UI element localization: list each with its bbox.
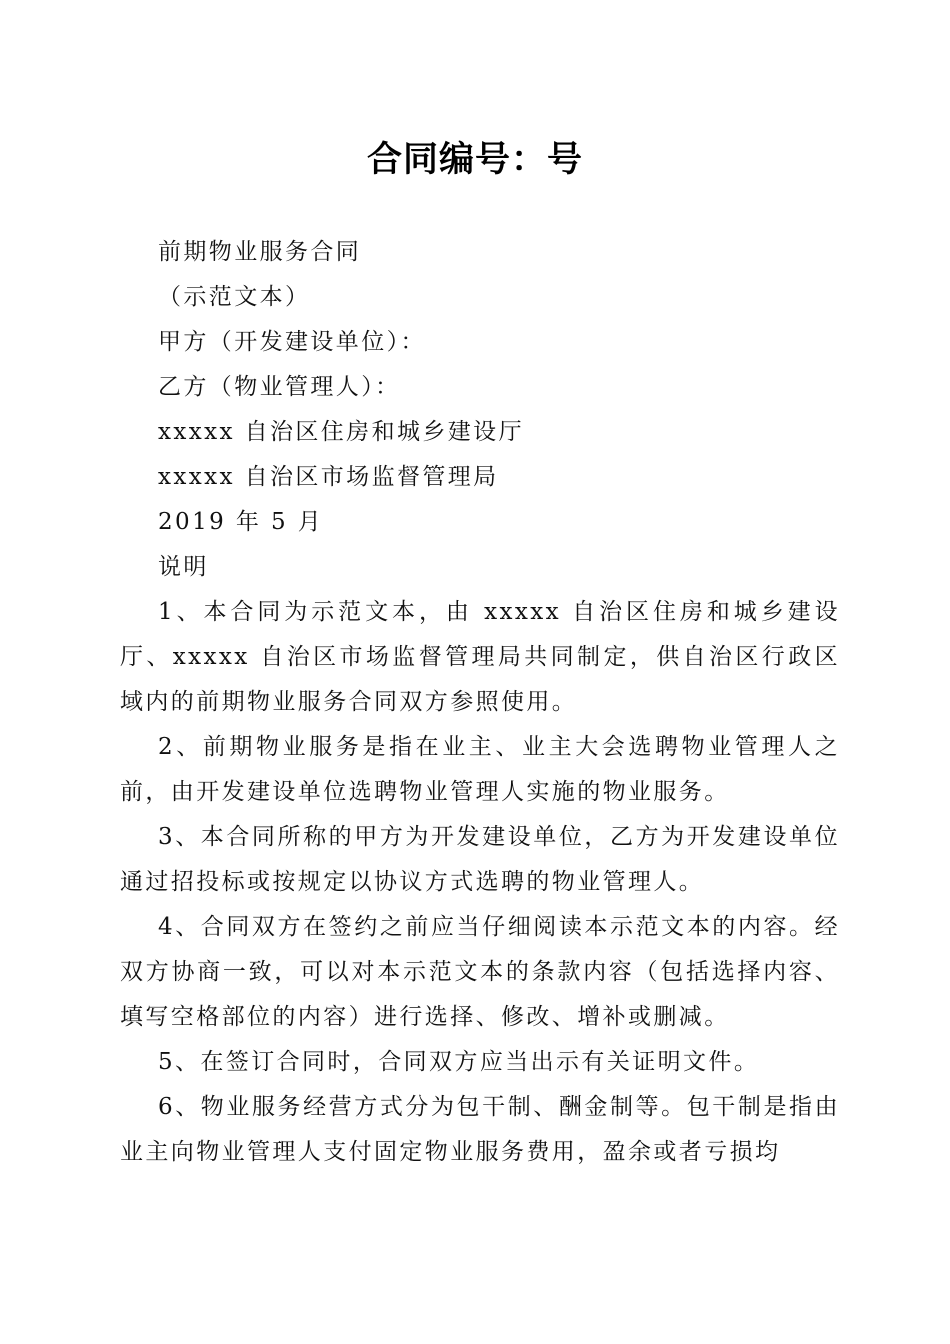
issuer-market-bureau: xxxxx 自治区市场监督管理局 [158,464,499,490]
document-body [120,230,840,1175]
explanation-paragraph-3: 3、本合同所称的甲方为开发建设单位，乙方为开发建设单位通过招投标或按规定以协议方式选聘的物业管理人。 [120,824,840,895]
issue-date: 2019 年 5 月 [158,509,324,535]
explanation-paragraph-2: 2、前期物业服务是指在业主、业主大会选聘物业管理人之前，由开发建设单位选聘物业管理人实施的物业服务。 [120,734,840,805]
party-b-label: 乙方（物业管理人）： [158,374,401,400]
contract-number-title: 合同编号：号 [366,139,583,180]
issuer-housing-dept: xxxxx 自治区住房和城乡建设厅 [158,419,524,445]
party-a-label: 甲方（开发建设单位）： [158,329,426,355]
contract-name: 前期物业服务合同 [158,239,362,265]
explanation-heading: 说明 [158,554,209,580]
template-note: （示范文本） [158,284,311,310]
explanation-paragraph-1: 1、本合同为示范文本，由 xxxxx 自治区住房和城乡建设厅、xxxxx 自治区市场监督管理局共同制定，供自治区行政区域内的前期物业服务合同双方参照使用。 [120,599,840,715]
explanation-paragraph-4: 4、合同双方在签约之前应当仔细阅读本示范文本的内容。经双方协商一致，可以对本示范文本的条款内容（包括选择内容、填写空格部位的内容）进行选择、修改、增补或删减。 [120,914,840,1030]
explanation-paragraph-5: 5、在签订合同时，合同双方应当出示有关证明文件。 [158,1049,760,1075]
explanation-paragraph-6: 6、物业服务经营方式分为包干制、酬金制等。包干制是指由业主向物业管理人支付固定物业服务费用，盈余或者亏损均 [120,1094,840,1165]
